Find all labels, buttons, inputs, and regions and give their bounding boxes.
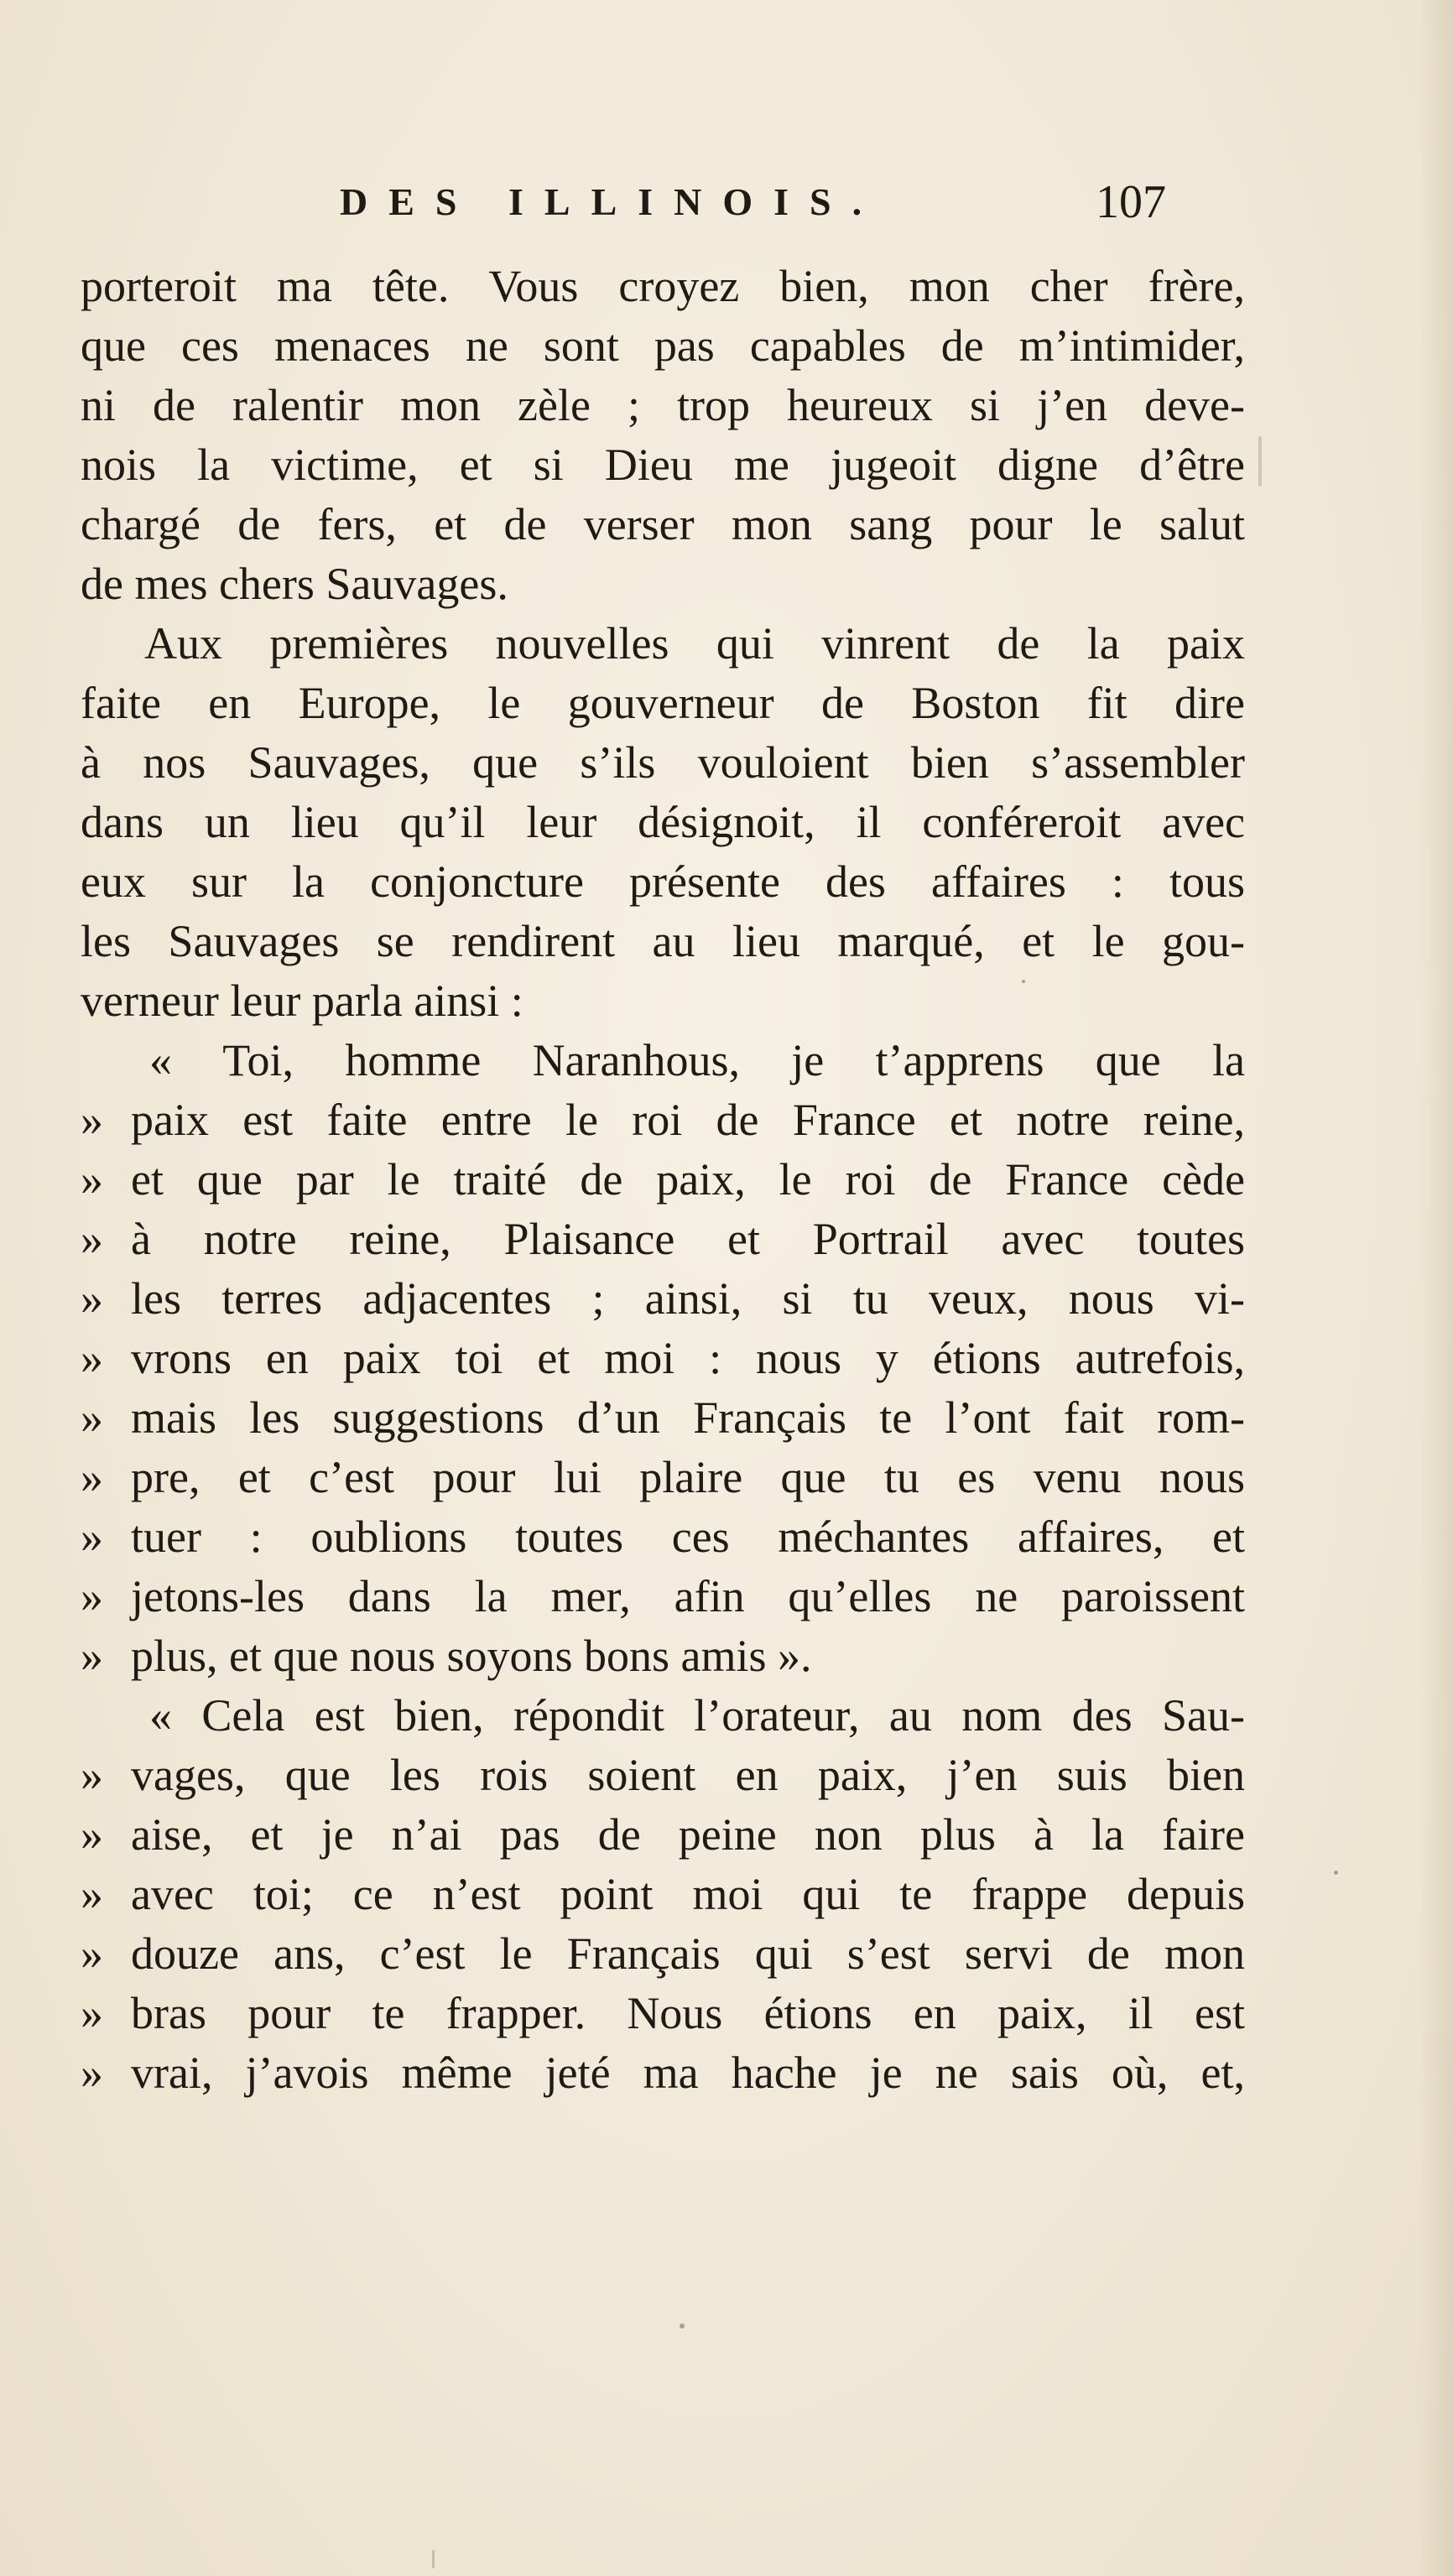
- quoted-line: [81, 1388, 1245, 1448]
- quoted-line: [81, 1865, 1245, 1924]
- guillemet-mark: »: [81, 1452, 103, 1502]
- quoted-line-text: douze ans, c’est le Français qui s’est servi de mon: [131, 1928, 1245, 1979]
- text-line: nois la victime, et si Dieu me jugeoit digne d’être: [81, 440, 1245, 490]
- quoted-line: [81, 2043, 1245, 2103]
- quoted-line-text: vages, que les rois soient en paix, j’en suis bien: [131, 1750, 1245, 1800]
- quotation-first-line: « Toi, homme Naranhous, je t’apprens que la: [149, 1035, 1245, 1085]
- guillemet-mark: »: [81, 1869, 103, 1919]
- quotation-first-line: « Cela est bien, répondit l’orateur, au nom des Sau-: [149, 1690, 1245, 1741]
- body-text: [81, 257, 1245, 2103]
- quoted-line-text: et que par le traité de paix, le roi de France cède: [131, 1154, 1245, 1205]
- quoted-line: [81, 1150, 1245, 1210]
- guillemet-mark: »: [81, 1571, 103, 1621]
- text-line: verneur leur parla ainsi :: [81, 976, 523, 1026]
- text-line: les Sauvages se rendirent au lieu marqué, et le gou-: [81, 916, 1245, 966]
- quoted-line-text: bras pour te frapper. Nous étions en paix, il est: [131, 1988, 1245, 2038]
- quoted-line-text: paix est faite entre le roi de France et notre reine,: [131, 1095, 1245, 1145]
- running-head: DES ILLINOIS.: [340, 180, 883, 223]
- quoted-line: [81, 1090, 1245, 1150]
- guillemet-mark: »: [81, 1154, 103, 1205]
- guillemet-mark: »: [81, 1392, 103, 1443]
- paper-speck: [1258, 436, 1262, 487]
- quoted-line: [81, 1984, 1245, 2043]
- quoted-line-text: pre, et c’est pour lui plaire que tu es venu nous: [131, 1452, 1245, 1502]
- page-number: 107: [1096, 176, 1166, 228]
- text-line: porteroit ma tête. Vous croyez bien, mon cher frère,: [81, 261, 1245, 311]
- quoted-line: [81, 1567, 1245, 1626]
- guillemet-mark: »: [81, 1631, 103, 1681]
- text-line: chargé de fers, et de verser mon sang pour le salut: [81, 499, 1245, 549]
- paper-speck: [1022, 980, 1025, 983]
- quoted-line: [81, 1269, 1245, 1329]
- quoted-line: [81, 1746, 1245, 1805]
- guillemet-mark: »: [81, 1333, 103, 1383]
- quoted-line: [81, 1329, 1245, 1388]
- quoted-line: [81, 1805, 1245, 1865]
- quoted-line: [81, 1924, 1245, 1984]
- quoted-line-text: aise, et je n’ai pas de peine non plus à la faire: [131, 1809, 1245, 1860]
- quoted-line-text: vrai, j’avois même jeté ma hache je ne sais où, et,: [131, 2048, 1245, 2098]
- guillemet-mark: »: [81, 1512, 103, 1562]
- text-line: ni de ralentir mon zèle ; trop heureux si j’en deve-: [81, 380, 1245, 430]
- paper-speck: [680, 2324, 685, 2329]
- guillemet-mark: »: [81, 1809, 103, 1860]
- quoted-line-text: les terres adjacentes ; ainsi, si tu veux, nous vi-: [131, 1273, 1245, 1324]
- quoted-line-text: jetons-les dans la mer, afin qu’elles ne paroissent: [131, 1571, 1245, 1621]
- quoted-line: [81, 1626, 1245, 1686]
- quoted-line-text: vrons en paix toi et moi : nous y étions autrefois,: [131, 1333, 1245, 1383]
- quoted-line-text: avec toi; ce n’est point moi qui te frappe depuis: [131, 1869, 1245, 1919]
- text-line: que ces menaces ne sont pas capables de m’intimider,: [81, 320, 1245, 371]
- paragraph-first-line: Aux premières nouvelles qui vinrent de la paix: [144, 618, 1245, 669]
- guillemet-mark: »: [81, 1988, 103, 2038]
- guillemet-mark: »: [81, 1928, 103, 1979]
- quoted-line: [81, 1448, 1245, 1507]
- text-line: eux sur la conjoncture présente des affaires : tous: [81, 856, 1245, 907]
- quoted-line: [81, 1210, 1245, 1269]
- guillemet-mark: »: [81, 1750, 103, 1800]
- quoted-line-text: tuer : oublions toutes ces méchantes affaires, et: [131, 1512, 1245, 1562]
- quoted-line-text: plus, et que nous soyons bons amis ».: [131, 1631, 812, 1681]
- page-edge-shadow: [1419, 0, 1453, 2576]
- guillemet-mark: »: [81, 1273, 103, 1324]
- quoted-line-text: mais les suggestions d’un Français te l’ont fait rom-: [131, 1392, 1245, 1443]
- text-line: de mes chers Sauvages.: [81, 559, 508, 609]
- text-line: à nos Sauvages, que s’ils vouloient bien s’assembler: [81, 737, 1245, 788]
- guillemet-mark: »: [81, 1095, 103, 1145]
- paper-speck: [432, 2550, 435, 2568]
- guillemet-mark: »: [81, 1214, 103, 1264]
- guillemet-mark: »: [81, 2048, 103, 2098]
- text-line: dans un lieu qu’il leur désignoit, il conféreroit avec: [81, 797, 1245, 847]
- paper-speck: [1334, 1871, 1338, 1875]
- page-header: [0, 173, 1453, 232]
- text-line: faite en Europe, le gouverneur de Boston fit dire: [81, 678, 1245, 728]
- quoted-line: [81, 1507, 1245, 1567]
- quoted-line-text: à notre reine, Plaisance et Portrail avec toutes: [131, 1214, 1245, 1264]
